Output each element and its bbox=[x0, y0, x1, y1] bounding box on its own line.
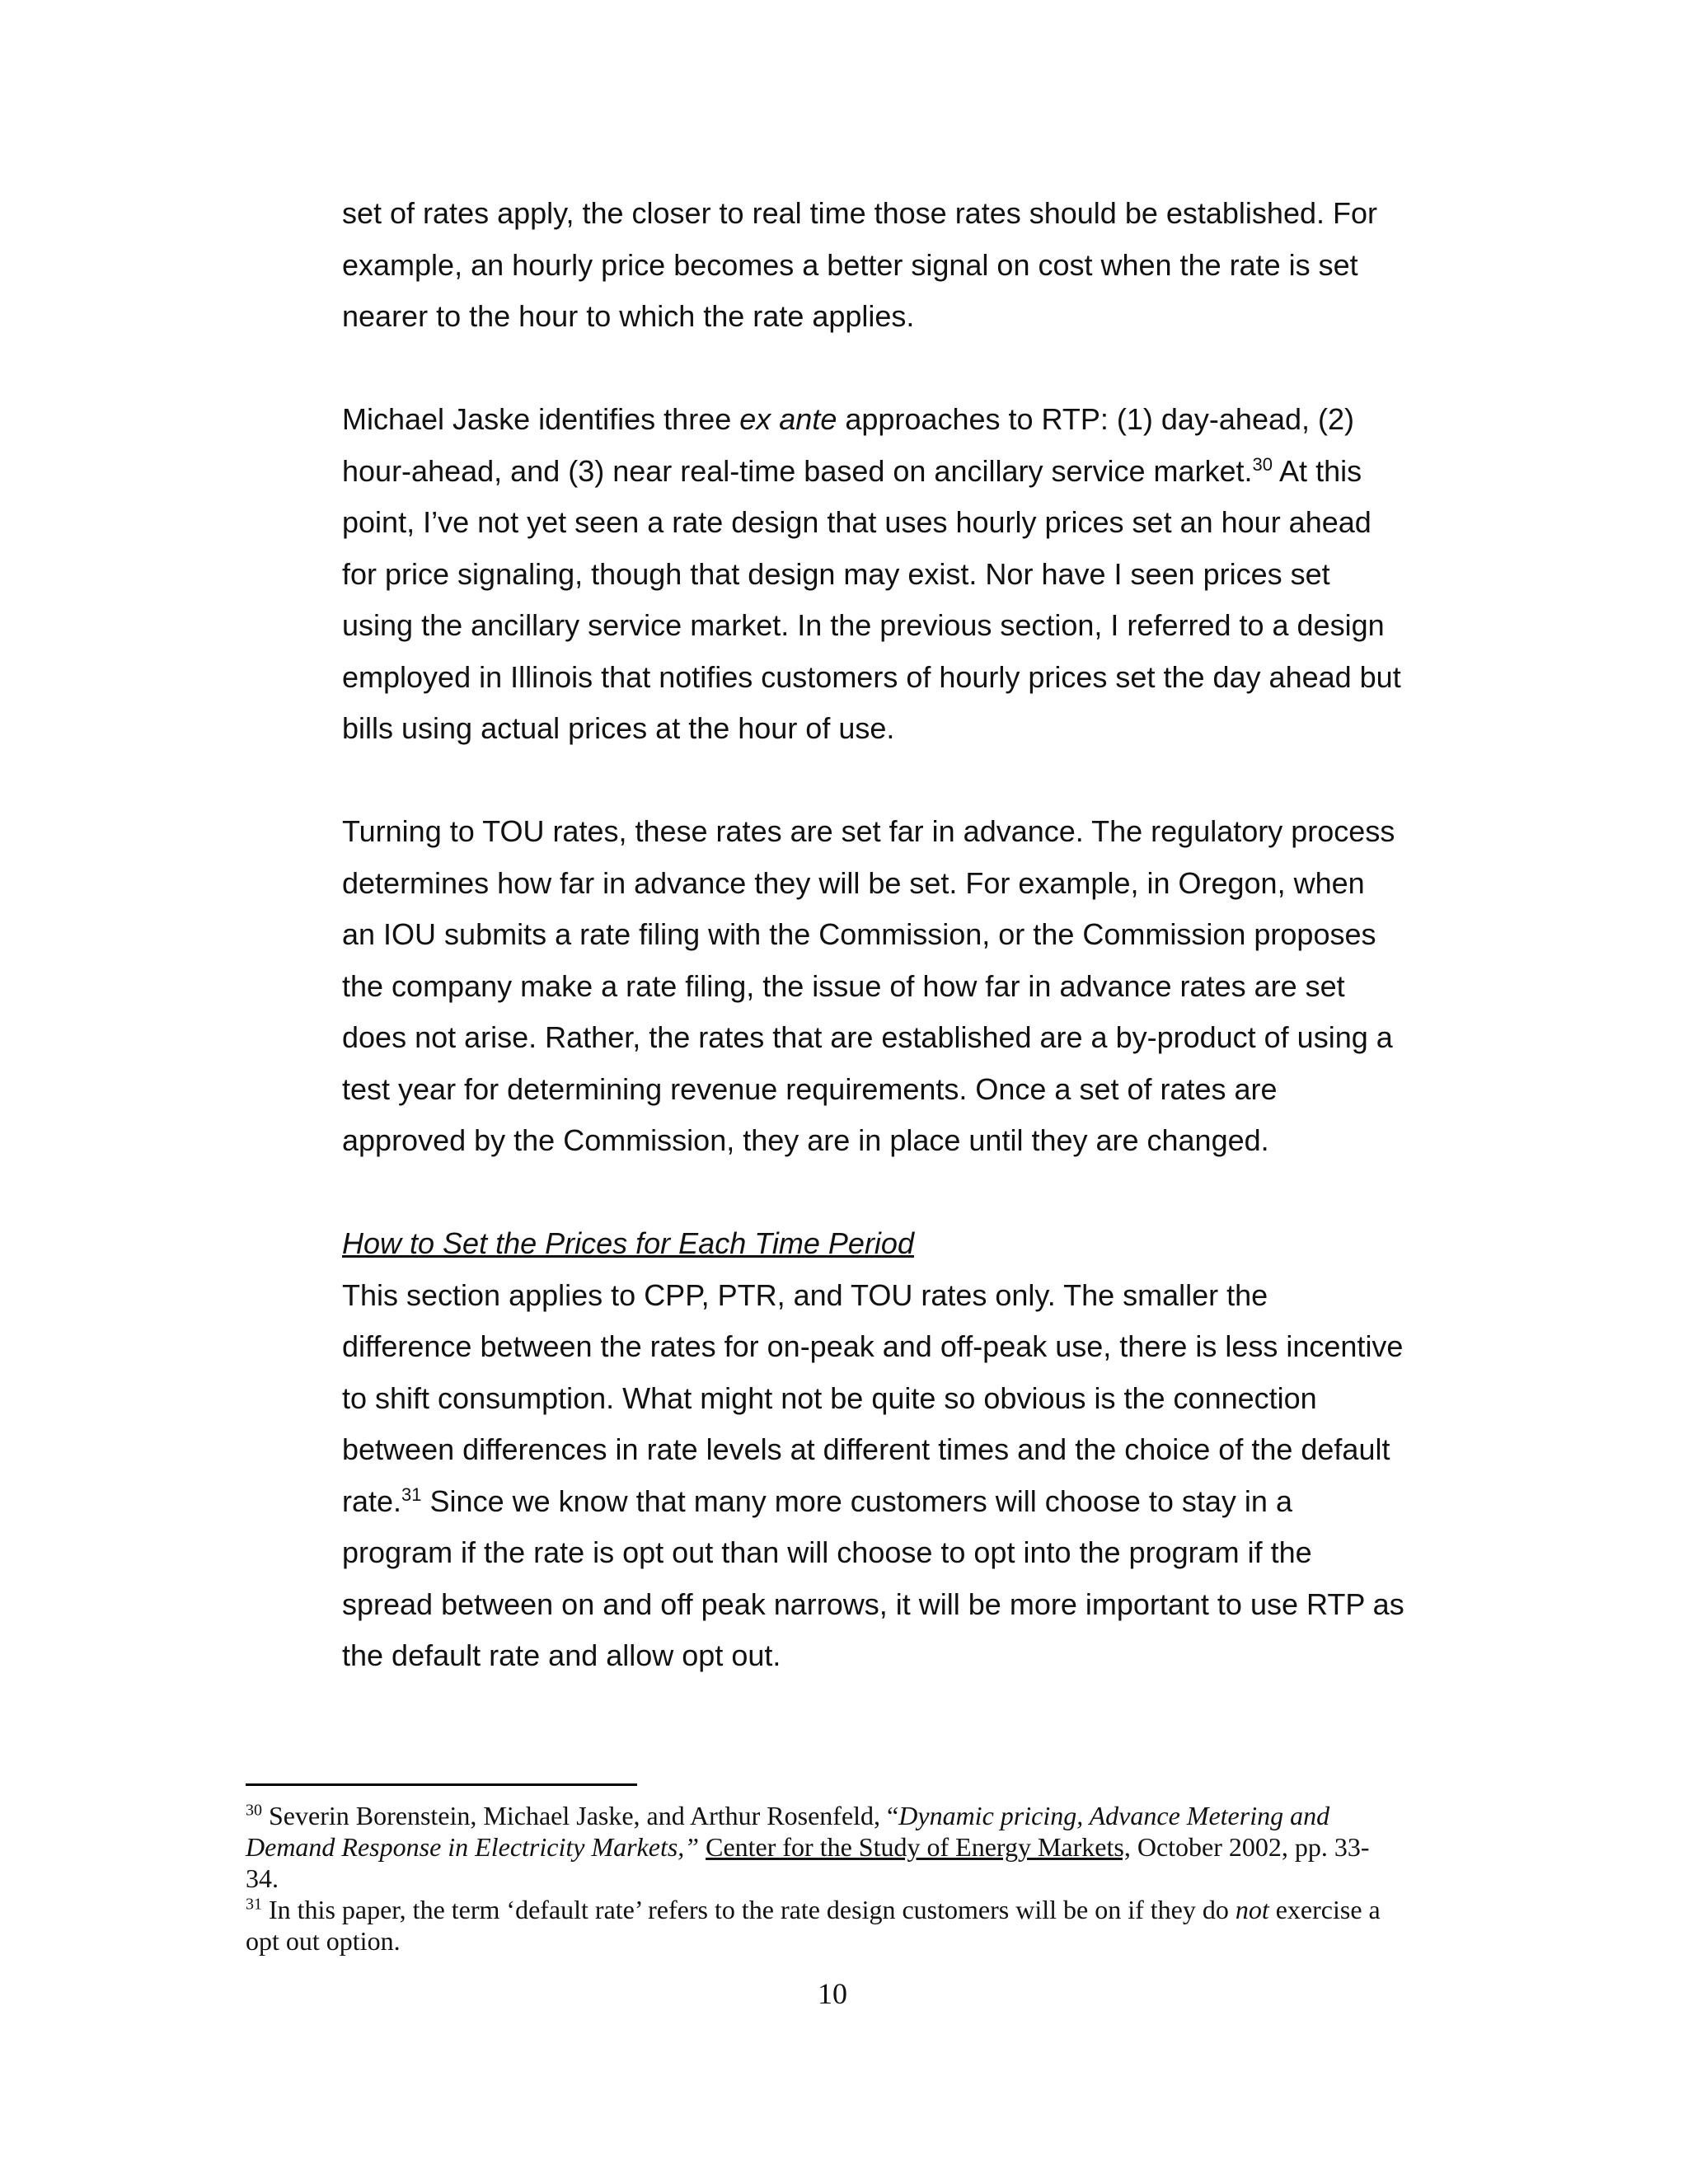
text-line: the default rate and allow opt out. bbox=[342, 1638, 781, 1672]
text-line bbox=[342, 394, 1430, 446]
footnote-30 bbox=[246, 1800, 1432, 1894]
footnote-marker: 30 bbox=[246, 1801, 262, 1820]
text-span: In this paper, the term ‘default rate’ refers to the rate design customers will be on if they do bbox=[262, 1895, 1236, 1924]
text-span: October 2002, pp. 33- bbox=[1130, 1832, 1370, 1862]
text-line: an IOU submits a rate filing with the Commission, or the Commission proposes bbox=[342, 917, 1376, 951]
text-line: 34. bbox=[246, 1863, 279, 1893]
section-heading: How to Set the Prices for Each Time Period bbox=[342, 1226, 914, 1260]
text-span: rate. bbox=[342, 1483, 402, 1518]
text-line: opt out option. bbox=[246, 1926, 401, 1956]
text-line: to shift consumption. What might not be quite so obvious is the connection bbox=[342, 1380, 1317, 1415]
text-span: At this bbox=[1273, 453, 1362, 488]
paragraph-2 bbox=[342, 394, 1430, 755]
text-span: Severin Borenstein, Michael Jaske, and Arthur Rosenfeld, “ bbox=[262, 1801, 899, 1830]
text-line: point, I’ve not yet seen a rate design that uses hourly prices set an hour ahead bbox=[342, 505, 1372, 539]
paragraph-3 bbox=[342, 806, 1430, 1167]
footnote-ref-31[interactable]: 31 bbox=[401, 1483, 422, 1505]
text-span bbox=[699, 1832, 706, 1862]
page-number: 10 bbox=[818, 1977, 847, 2010]
text-line: test year for determining revenue requirements. Once a set of rates are bbox=[342, 1071, 1278, 1106]
text-span: approaches to RTP: (1) day-ahead, (2) bbox=[837, 402, 1355, 436]
footnote-31 bbox=[246, 1894, 1432, 1957]
italic-text: Demand Response in Electricity Markets,” bbox=[246, 1832, 700, 1862]
text-span: exercise a bbox=[1268, 1895, 1381, 1924]
text-line: difference between the rates for on-peak and off-peak use, there is less incentive bbox=[342, 1329, 1404, 1363]
footnote-marker: 31 bbox=[246, 1895, 262, 1914]
italic-text: not bbox=[1235, 1895, 1269, 1924]
text-line: Turning to TOU rates, these rates are set far in advance. The regulatory process bbox=[342, 814, 1395, 848]
footnote-separator bbox=[246, 1783, 637, 1786]
text-line: nearer to the hour to which the rate applies. bbox=[342, 299, 915, 333]
text-line: employed in Illinois that notifies customers of hourly prices set the day ahead but bbox=[342, 659, 1401, 694]
text-line bbox=[246, 1800, 1432, 1831]
text-line: bills using actual prices at the hour of use. bbox=[342, 711, 895, 745]
text-line bbox=[342, 1476, 1430, 1528]
italic-text: ex ante bbox=[739, 402, 837, 436]
italic-text: Dynamic pricing, Advance Metering and bbox=[898, 1801, 1330, 1830]
text-line: determines how far in advance they will be set. For example, in Oregon, when bbox=[342, 865, 1365, 900]
text-line: program if the rate is opt out than will choose to opt into the program if the bbox=[342, 1535, 1312, 1569]
text-line: example, an hourly price becomes a better signal on cost when the rate is set bbox=[342, 247, 1358, 282]
text-span: hour-ahead, and (3) near real-time based on ancillary service market. bbox=[342, 453, 1253, 488]
footnote-ref-30[interactable]: 30 bbox=[1252, 453, 1273, 475]
text-line: approved by the Commission, they are in place until they are changed. bbox=[342, 1123, 1269, 1157]
text-line: set of rates apply, the closer to real time those rates should be established. For bbox=[342, 196, 1377, 230]
text-line: This section applies to CPP, PTR, and TOU rates only. The smaller the bbox=[342, 1277, 1268, 1312]
text-line: for price signaling, though that design may exist. Nor have I seen prices set bbox=[342, 556, 1330, 591]
text-line: using the ancillary service market. In the previous section, I referred to a design bbox=[342, 608, 1385, 642]
source-title: Center for the Study of Energy Markets, bbox=[706, 1832, 1131, 1862]
text-span: Michael Jaske identifies three bbox=[342, 402, 740, 436]
text-line bbox=[246, 1831, 1432, 1863]
text-line: between differences in rate levels at different times and the choice of the default bbox=[342, 1432, 1390, 1466]
text-line bbox=[342, 446, 1430, 498]
text-line: spread between on and off peak narrows, it will be more important to use RTP as bbox=[342, 1586, 1404, 1621]
paragraph-1 bbox=[342, 188, 1430, 343]
section-prices bbox=[342, 1218, 1430, 1682]
text-line bbox=[246, 1894, 1432, 1925]
text-line: does not arise. Rather, the rates that are established are a by-product of using a bbox=[342, 1020, 1393, 1054]
text-span: Since we know that many more customers will choose to stay in a bbox=[421, 1483, 1292, 1518]
text-line: the company make a rate filing, the issue of how far in advance rates are set bbox=[342, 968, 1345, 1003]
